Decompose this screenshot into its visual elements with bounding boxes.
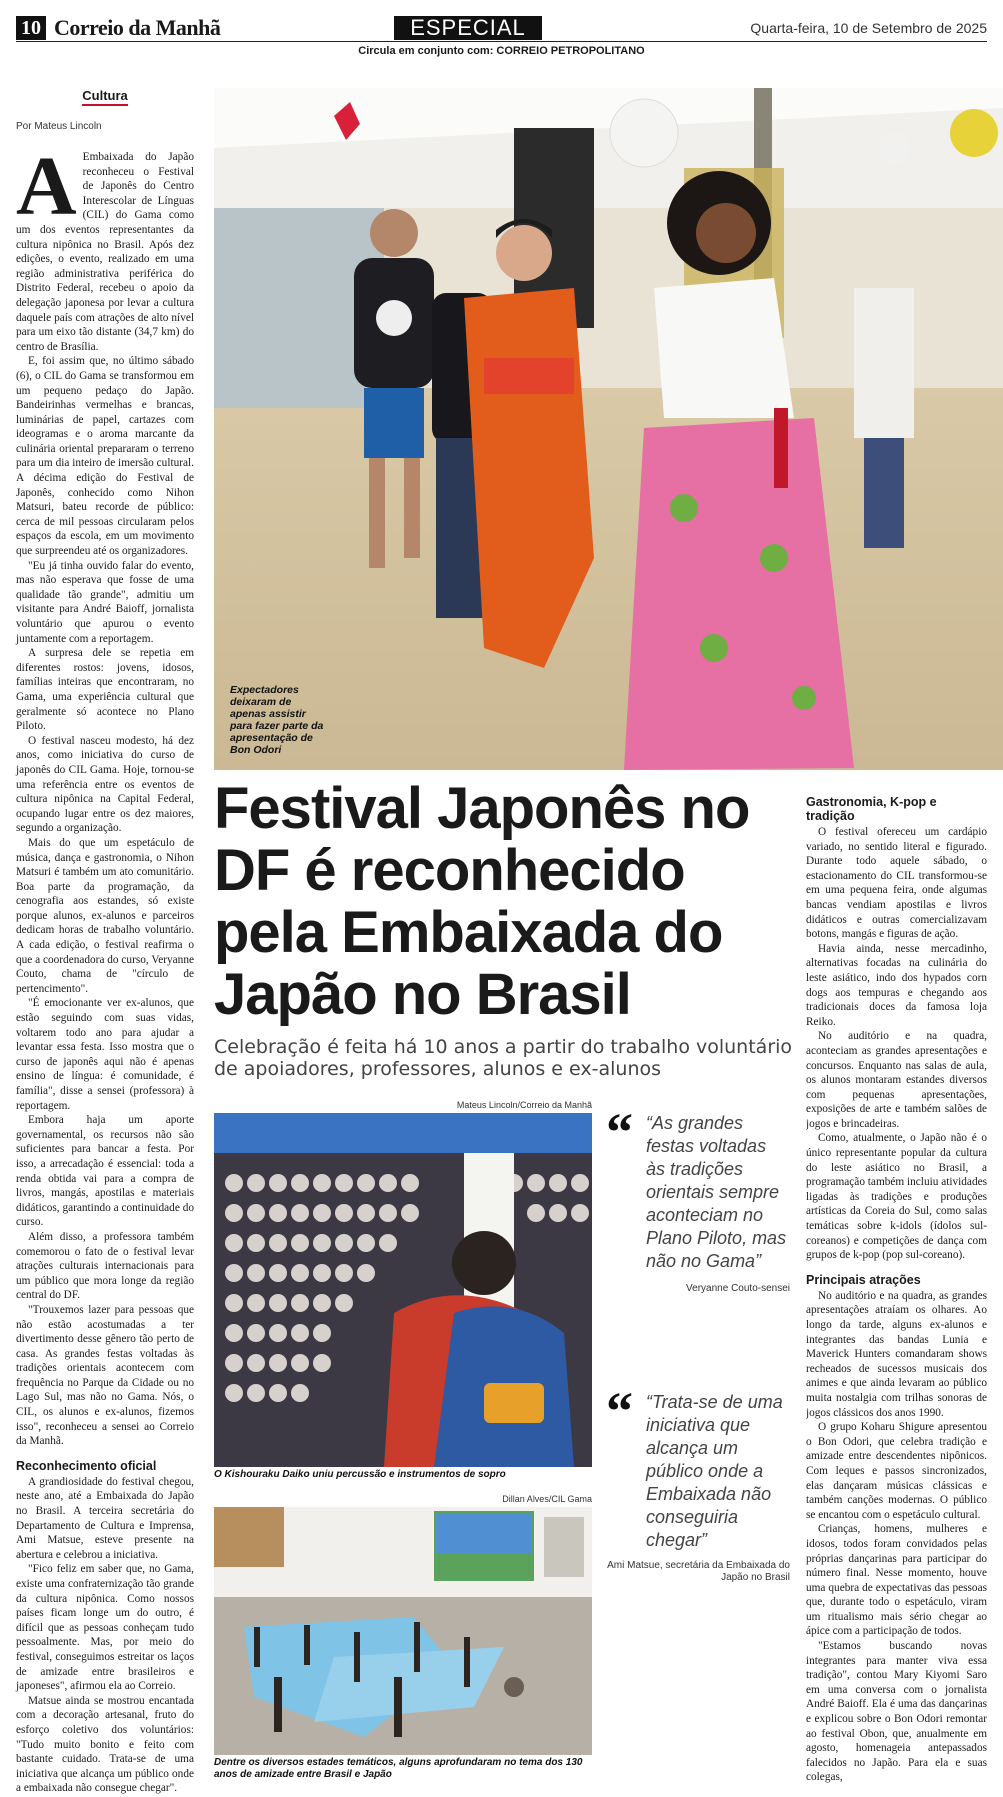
article-body-left bbox=[16, 140, 194, 1796]
paragraph: "Fico feliz em saber que, no Gama, existe uma confraternização tão grande da cultura nipônica. Como nossos países ficam longe um do outro, é difícil que as pessoas conheçam tudo pessoalmente. Mas, por meio do festival, conseguimos estreitar os laços de amizade entre brasileiros e japoneses", afirmou ela ao Correio. bbox=[16, 1563, 194, 1693]
headline: Festival Japonês no DF é reconhecido pela Embaixada do Japão no Brasil bbox=[214, 776, 750, 1027]
photo3-caption: Dentre os diversos estades temáticos, alguns aprofundaram no tema dos 130 anos de amizade entre Brasil e Japão bbox=[214, 1757, 583, 1780]
left-column bbox=[16, 88, 194, 1796]
main-photo bbox=[214, 88, 1003, 770]
photo2-caption: O Kishouraku Daiko uniu percussão e instrumentos de sopro bbox=[214, 1469, 506, 1480]
photo-pins bbox=[214, 1113, 592, 1467]
main-photo-caption: Expectadores deixaram de apenas assistir para fazer parte da apresentação de Bon Odori bbox=[230, 684, 324, 756]
header-divider bbox=[16, 41, 987, 42]
paragraph: "É emocionante ver ex-alunos, que estão seguindo com suas vidas, voltarem todo ano para ajudar a levantar essa festa. Isso mostra que o curso de japonês aqui não é apenas ensino de língua: é comunidade, é família", disse a sensei (professora) à reportagem. bbox=[16, 997, 194, 1112]
right-column bbox=[806, 795, 987, 1795]
pull-quote bbox=[606, 1381, 790, 1584]
paragraph: A grandiosidade do festival chegou, neste ano, até a Embaixada do Japão no Brasil. A terceira secretária do Departamento de Cultura e Imprensa, Ami Matsue, esteve presente na abertura e celebrou a iniciativa. bbox=[16, 1475, 194, 1561]
subheading: Principais atrações bbox=[806, 1272, 921, 1287]
subheading: Reconhecimento oficial bbox=[16, 1458, 157, 1473]
paragraph: Embora haja um aporte governamental, os recursos não são suficientes para bancar a festa. Por isso, a arrecadação é essencial: toda a renda obtida vai para a compra de livros, mangás, apostilas e materiais didáticos, garantindo a continuidade do curso. bbox=[16, 1114, 194, 1229]
page-number: 10 bbox=[16, 16, 46, 40]
paragraph: Havia ainda, nesse mercadinho, alternativas focadas na culinária do leste asiático, indo dos hypados corn dogs aos tempuras e chegando aos tradicionais doces da famosa loja Reiko. bbox=[806, 942, 987, 1028]
quote-attribution: Veryanne Couto-sensei bbox=[686, 1283, 790, 1294]
quote-mark-icon: “ bbox=[606, 1381, 633, 1441]
paragraph: Como, atualmente, o Japão não é o único representante popular da cultura do leste asiático no Brasil, a programação também incluiu atividades ligadas às tradições e produções artísticas da Coreia do Sul, como salas temáticas sobre k-idols (ídolos sul-coreanos) e competições de dança com grupos de k-pop (pop sul-coreano). bbox=[806, 1132, 987, 1262]
paragraph: "Estamos buscando novas integrantes para manter viva essa tradição", contou Mary Kiyomi Saro em uma conversa com o jornalista André Baioff. Ela é uma das dançarinas e explicou sobre o Bon Odori remontar ao festival Obon, que, anualmente em agosto, homenageia antepassados falecidos no Japão. Para ela e suas colegas, bbox=[806, 1640, 987, 1784]
paragraph: Além disso, a professora também comemorou o fato de o festival levar atrações culturais internacionais para um público que mora longe da região central do DF. bbox=[16, 1230, 194, 1302]
paragraph: O grupo Koharu Shigure apresentou o Bon Odori, que celebra tradição e amizade entre descendentes nipônicos. Com leques e passos sincronizados, elas dançaram músicas clássicas e também canções modernas. O público se encantou com o espetáculo cultural. bbox=[806, 1421, 987, 1521]
quote-text: “Trata-se de uma iniciativa que alcança um público onde a Embaixada não conseguiria chegar” bbox=[646, 1392, 783, 1550]
paragraph: "Trouxemos lazer para pessoas que não estão acostumadas a ter divertimento desse gênero tão perto de casa. As grandes festas voltadas às tradições orientais acontecem com frequência no Parque da Cidade ou no Lago Sul, mas não no Gama. Nós, o CIL, os alunos e ex-alunos, fizemos isso", reconheceu a sensei ao Correio da Manhã. bbox=[16, 1303, 194, 1448]
drop-cap: A bbox=[16, 140, 77, 233]
photo-credit: Mateus Lincoln/Correio da Manhã bbox=[456, 1100, 592, 1110]
paragraph: A Embaixada do Japão reconheceu o Festival de Japonês do Centro Interescolar de Línguas (CIL) do Gama como um dos eventos representantes da cultura nipônica no Brasil. Após dez edições, o evento, realizado em uma região administrativa periférica do Distrito Federal, recebeu o apoio da delegação japonesa por levar a cultura daquele país com atrações de alto nível para um eixo tão distante (34,7 km) do centro de Brasília. bbox=[16, 140, 194, 353]
paragraph: No auditório e na quadra, as grandes apresentações atraíam os olhares. Ao longo da tarde, alguns ex-alunos e integrantes das bandas Lunia e Maverick Hunters comandaram shows recheados de sucessos musicais dos animes e que ainda levaram ao público muita nostalgia com trilhas sonoras de jogos clássicos dos anos 1990. bbox=[806, 1289, 987, 1419]
pull-quote bbox=[606, 1102, 790, 1295]
subheading: Gastronomia, K-pop e tradição bbox=[806, 795, 937, 823]
button-badges-wall-image bbox=[214, 1113, 592, 1467]
issue-date: Quarta-feira, 10 de Setembro de 2025 bbox=[750, 20, 987, 36]
paragraph: E, foi assim que, no último sábado (6), o CIL do Gama se transformou em um pequeno pedaço do Japão. Bandeirinhas vermelhas e brancas, luminárias de papel, cartazes com ideogramas e o aroma marcante da culinária oriental prepararam o terreno para um dia inteiro de imersão cultural. A décima edição do Festival de Japonês, conhecido como Nihon Matsuri, bateu recorde de público: cerca de mil pessoas circularam pelos espaços da escola, em um movimento que surpreendeu até os organizadores. bbox=[16, 355, 194, 558]
page-header bbox=[16, 16, 987, 42]
photo-credit: Dillan Alves/CIL Gama bbox=[502, 1494, 592, 1504]
section-kicker: Cultura bbox=[16, 88, 194, 103]
paragraph: O festival nasceu modesto, há dez anos, como iniciativa do curso de japonês do CIL Gama. Hoje, tornou-se uma referência entre os eventos de cultura nipônica na Capital Federal, ocupando lugar entre os dez maiores, segundo a organização. bbox=[16, 734, 194, 835]
quote-text: “As grandes festas voltadas às tradições orientais sempre aconteciam no Plano Piloto, mas não no Gama” bbox=[646, 1113, 787, 1271]
circulation-note: Circula em conjunto com: CORREIO PETROPOLITANO bbox=[358, 45, 645, 57]
paragraph: A surpresa dele se repetia em diferentes rostos: jovens, idosos, famílias inteiras que encontraram, no Gama, uma experiência cultural que geralmente só acontece no Plano Piloto. bbox=[16, 647, 194, 733]
photo-exhibit bbox=[214, 1507, 592, 1755]
byline: Por Mateus Lincoln bbox=[16, 121, 102, 132]
subtitle: Celebração é feita há 10 anos a partir do trabalho voluntário de apoiadores, professores, alunos e ex-alunos bbox=[214, 1036, 793, 1080]
quote-mark-icon: “ bbox=[606, 1102, 633, 1162]
paragraph: Matsue ainda se mostrou encantada com a decoração artesanal, fruto do esforço coletivo dos voluntários: "Tudo muito bonito e feito com bastante cuidado. Trata-se de uma iniciativa que alcança um público onde a embaixada não consegue chegar". bbox=[16, 1694, 194, 1795]
paragraph: Mais do que um espetáculo de música, dança e gastronomia, o Nihon Matsuri é também um ato comunitário. Boa parte da programação, da cenografia aos estandes, só existe porque alunos, ex-alunos e parceiros dedicam horas de trabalho voluntário. A cada edição, o festival reafirma o que a coordenadora do curso, Veryanne Couto, chama de "círculo de pertencimento". bbox=[16, 836, 194, 995]
quote-attribution: Ami Matsue, secretária da Embaixada do Japão no Brasil bbox=[607, 1560, 790, 1583]
paragraph: Crianças, homens, mulheres e idosos, todos foram convidados pelas próprias dançarinas para participar do número final. Nesse momento, houve uma quebra de expectativas das pessoas que, durante todo o espetáculo, viram um ritualismo mais sério chegar ao ápice com a participação de todos. bbox=[806, 1523, 987, 1638]
paragraph: No auditório e na quadra, aconteciam as grandes apresentações e concursos. Enquanto nas salas de aula, os alunos montaram estandes diversos com pequenas apresentações, exposições de arte e também salões de jogos e brincadeiras. bbox=[806, 1030, 987, 1130]
newspaper-name: Correio da Manhã bbox=[54, 15, 221, 40]
exhibit-room-image bbox=[214, 1507, 592, 1755]
paragraph: O festival ofereceu um cardápio variado, no sentido literal e figurado. Durante todo aquele sábado, o estacionamento do CIL transformou-se em uma pequena feira, onde algumas bancas vendiam apostilas e livros didáticos e outras comercializavam botons, mangás e figuras de ação. bbox=[806, 826, 987, 941]
bon-odori-dance-image bbox=[214, 88, 1003, 770]
section-label: ESPECIAL bbox=[394, 16, 542, 40]
paragraph: "Eu já tinha ouvido falar do evento, mas não esperava que fosse de uma qualidade tão grande", admitiu um visitante para André Baioff, jornalista voluntário que apurou o evento juntamente com a reportagem. bbox=[16, 559, 194, 645]
